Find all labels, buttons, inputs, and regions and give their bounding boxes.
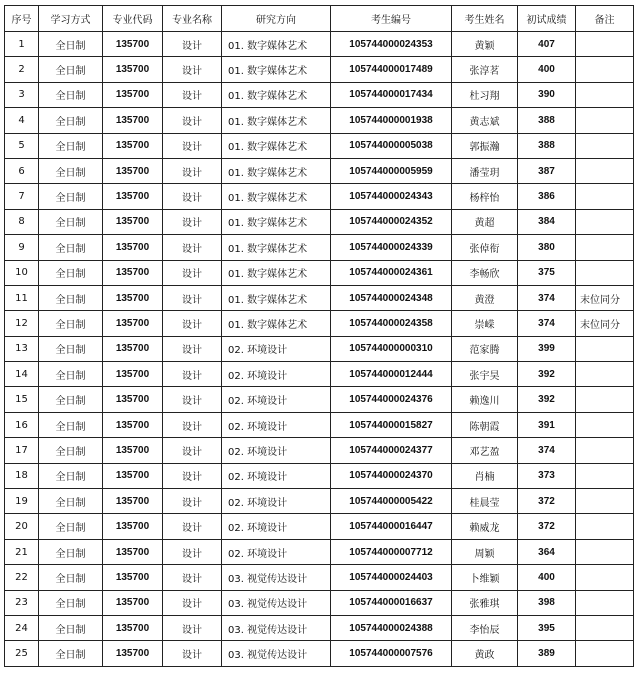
cell-candidate-name: 杜习翔 — [452, 82, 518, 107]
cell-research-direction: 02. 环境设计 — [222, 336, 331, 361]
header-candidate-name: 考生姓名 — [452, 6, 518, 32]
cell-candidate-name: 张淳茗 — [452, 57, 518, 82]
cell-candidate-name: 桂晨莹 — [452, 489, 518, 514]
cell-study-mode: 全日制 — [39, 463, 103, 488]
cell-research-direction: 01. 数字媒体艺术 — [222, 108, 331, 133]
cell-score: 391 — [518, 412, 576, 437]
header-note: 备注 — [576, 6, 634, 32]
cell-research-direction: 01. 数字媒体艺术 — [222, 133, 331, 158]
cell-candidate-name: 赖逸川 — [452, 387, 518, 412]
cell-score: 372 — [518, 514, 576, 539]
cell-note — [576, 260, 634, 285]
cell-major-name: 设计 — [163, 260, 222, 285]
cell-score: 380 — [518, 235, 576, 260]
table-row — [5, 565, 634, 590]
cell-research-direction: 01. 数字媒体艺术 — [222, 285, 331, 310]
cell-major-code: 135700 — [103, 133, 163, 158]
cell-study-mode: 全日制 — [39, 260, 103, 285]
cell-study-mode: 全日制 — [39, 82, 103, 107]
cell-research-direction: 01. 数字媒体艺术 — [222, 82, 331, 107]
cell-note — [576, 235, 634, 260]
table-body — [5, 32, 634, 667]
cell-candidate-id: 105744000007712 — [331, 539, 452, 564]
cell-candidate-id: 105744000017489 — [331, 57, 452, 82]
cell-major-code: 135700 — [103, 615, 163, 640]
cell-candidate-id: 105744000024339 — [331, 235, 452, 260]
cell-candidate-name: 李怡辰 — [452, 615, 518, 640]
cell-research-direction: 03. 视觉传达设计 — [222, 590, 331, 615]
header-major-name: 专业名称 — [163, 6, 222, 32]
cell-note — [576, 463, 634, 488]
cell-candidate-id: 105744000012444 — [331, 362, 452, 387]
cell-candidate-name: 崇嵘 — [452, 311, 518, 336]
cell-major-code: 135700 — [103, 285, 163, 310]
cell-research-direction: 01. 数字媒体艺术 — [222, 209, 331, 234]
cell-research-direction: 01. 数字媒体艺术 — [222, 158, 331, 183]
table-row — [5, 82, 634, 107]
cell-research-direction: 01. 数字媒体艺术 — [222, 57, 331, 82]
cell-score: 372 — [518, 489, 576, 514]
cell-no: 25 — [5, 641, 39, 666]
cell-research-direction: 03. 视觉传达设计 — [222, 565, 331, 590]
cell-note — [576, 362, 634, 387]
cell-research-direction: 01. 数字媒体艺术 — [222, 32, 331, 57]
cell-major-name: 设计 — [163, 590, 222, 615]
cell-score: 407 — [518, 32, 576, 57]
cell-candidate-id: 105744000024352 — [331, 209, 452, 234]
cell-score: 388 — [518, 108, 576, 133]
cell-score: 400 — [518, 57, 576, 82]
cell-major-name: 设计 — [163, 539, 222, 564]
table-row — [5, 387, 634, 412]
cell-candidate-id: 105744000016637 — [331, 590, 452, 615]
cell-study-mode: 全日制 — [39, 539, 103, 564]
cell-no: 10 — [5, 260, 39, 285]
cell-no: 9 — [5, 235, 39, 260]
cell-study-mode: 全日制 — [39, 412, 103, 437]
cell-research-direction: 03. 视觉传达设计 — [222, 641, 331, 666]
table-row — [5, 184, 634, 209]
cell-major-code: 135700 — [103, 438, 163, 463]
cell-no: 13 — [5, 336, 39, 361]
cell-study-mode: 全日制 — [39, 235, 103, 260]
cell-research-direction: 02. 环境设计 — [222, 438, 331, 463]
cell-candidate-id: 105744000024388 — [331, 615, 452, 640]
cell-score: 386 — [518, 184, 576, 209]
table-row — [5, 438, 634, 463]
cell-candidate-name: 张宇昊 — [452, 362, 518, 387]
table-row — [5, 514, 634, 539]
cell-major-name: 设计 — [163, 285, 222, 310]
cell-research-direction: 02. 环境设计 — [222, 463, 331, 488]
cell-score: 373 — [518, 463, 576, 488]
cell-candidate-name: 周颖 — [452, 539, 518, 564]
table-row — [5, 539, 634, 564]
table-row — [5, 489, 634, 514]
table-row — [5, 57, 634, 82]
cell-major-name: 设计 — [163, 615, 222, 640]
cell-no: 3 — [5, 82, 39, 107]
table-row — [5, 362, 634, 387]
table-row — [5, 133, 634, 158]
cell-note — [576, 57, 634, 82]
cell-score: 395 — [518, 615, 576, 640]
cell-major-name: 设计 — [163, 362, 222, 387]
cell-candidate-id: 105744000024370 — [331, 463, 452, 488]
cell-study-mode: 全日制 — [39, 615, 103, 640]
cell-major-name: 设计 — [163, 209, 222, 234]
cell-major-code: 135700 — [103, 108, 163, 133]
cell-score: 374 — [518, 311, 576, 336]
cell-major-code: 135700 — [103, 514, 163, 539]
table-row — [5, 285, 634, 310]
cell-study-mode: 全日制 — [39, 57, 103, 82]
cell-no: 8 — [5, 209, 39, 234]
cell-research-direction: 02. 环境设计 — [222, 362, 331, 387]
cell-candidate-id: 105744000024376 — [331, 387, 452, 412]
cell-major-code: 135700 — [103, 463, 163, 488]
cell-major-code: 135700 — [103, 184, 163, 209]
admission-table — [4, 5, 634, 667]
cell-candidate-id: 105744000005422 — [331, 489, 452, 514]
cell-major-code: 135700 — [103, 57, 163, 82]
cell-study-mode: 全日制 — [39, 133, 103, 158]
table-row — [5, 615, 634, 640]
cell-research-direction: 01. 数字媒体艺术 — [222, 184, 331, 209]
cell-candidate-id: 105744000005038 — [331, 133, 452, 158]
header-candidate-id: 考生编号 — [331, 6, 452, 32]
cell-candidate-name: 范家腾 — [452, 336, 518, 361]
cell-major-code: 135700 — [103, 362, 163, 387]
cell-study-mode: 全日制 — [39, 590, 103, 615]
cell-candidate-id: 105744000015827 — [331, 412, 452, 437]
cell-candidate-id: 105744000024353 — [331, 32, 452, 57]
cell-major-code: 135700 — [103, 489, 163, 514]
cell-candidate-id: 105744000017434 — [331, 82, 452, 107]
cell-study-mode: 全日制 — [39, 285, 103, 310]
cell-major-name: 设计 — [163, 108, 222, 133]
cell-no: 18 — [5, 463, 39, 488]
cell-candidate-name: 郭振瀚 — [452, 133, 518, 158]
cell-study-mode: 全日制 — [39, 158, 103, 183]
cell-no: 21 — [5, 539, 39, 564]
cell-no: 23 — [5, 590, 39, 615]
cell-candidate-id: 105744000024377 — [331, 438, 452, 463]
cell-score: 375 — [518, 260, 576, 285]
cell-candidate-name: 肖楠 — [452, 463, 518, 488]
cell-score: 389 — [518, 641, 576, 666]
header-score: 初试成绩 — [518, 6, 576, 32]
cell-major-code: 135700 — [103, 235, 163, 260]
cell-note — [576, 209, 634, 234]
cell-note — [576, 184, 634, 209]
cell-no: 16 — [5, 412, 39, 437]
cell-note — [576, 387, 634, 412]
cell-candidate-name: 黄志斌 — [452, 108, 518, 133]
cell-study-mode: 全日制 — [39, 438, 103, 463]
table-row — [5, 108, 634, 133]
cell-candidate-id: 105744000007576 — [331, 641, 452, 666]
cell-note — [576, 438, 634, 463]
cell-note — [576, 615, 634, 640]
cell-major-name: 设计 — [163, 32, 222, 57]
cell-no: 4 — [5, 108, 39, 133]
table-row — [5, 260, 634, 285]
cell-note — [576, 82, 634, 107]
cell-score: 364 — [518, 539, 576, 564]
cell-score: 384 — [518, 209, 576, 234]
cell-research-direction: 01. 数字媒体艺术 — [222, 260, 331, 285]
cell-research-direction: 01. 数字媒体艺术 — [222, 311, 331, 336]
cell-major-name: 设计 — [163, 438, 222, 463]
cell-candidate-name: 张雅琪 — [452, 590, 518, 615]
cell-major-name: 设计 — [163, 514, 222, 539]
cell-note: 末位同分 — [576, 311, 634, 336]
cell-candidate-name: 赖威龙 — [452, 514, 518, 539]
table-row — [5, 336, 634, 361]
cell-study-mode: 全日制 — [39, 387, 103, 412]
cell-no: 1 — [5, 32, 39, 57]
cell-candidate-name: 黄政 — [452, 641, 518, 666]
cell-major-name: 设计 — [163, 133, 222, 158]
cell-research-direction: 01. 数字媒体艺术 — [222, 235, 331, 260]
cell-note — [576, 108, 634, 133]
cell-study-mode: 全日制 — [39, 108, 103, 133]
cell-study-mode: 全日制 — [39, 336, 103, 361]
cell-candidate-id: 105744000024343 — [331, 184, 452, 209]
cell-note — [576, 514, 634, 539]
cell-score: 399 — [518, 336, 576, 361]
table-row — [5, 463, 634, 488]
header-major-code: 专业代码 — [103, 6, 163, 32]
cell-study-mode: 全日制 — [39, 641, 103, 666]
cell-research-direction: 02. 环境设计 — [222, 412, 331, 437]
header-row — [5, 6, 634, 32]
cell-no: 20 — [5, 514, 39, 539]
table-row — [5, 158, 634, 183]
cell-candidate-name: 卜维颖 — [452, 565, 518, 590]
cell-no: 19 — [5, 489, 39, 514]
cell-major-code: 135700 — [103, 590, 163, 615]
cell-score: 387 — [518, 158, 576, 183]
cell-no: 14 — [5, 362, 39, 387]
cell-candidate-name: 黄颖 — [452, 32, 518, 57]
cell-candidate-name: 陈朝霞 — [452, 412, 518, 437]
cell-study-mode: 全日制 — [39, 362, 103, 387]
cell-major-code: 135700 — [103, 336, 163, 361]
cell-research-direction: 03. 视觉传达设计 — [222, 615, 331, 640]
cell-study-mode: 全日制 — [39, 184, 103, 209]
cell-note — [576, 32, 634, 57]
cell-major-name: 设计 — [163, 184, 222, 209]
table-row — [5, 209, 634, 234]
cell-candidate-name: 杨梓怡 — [452, 184, 518, 209]
table-row — [5, 311, 634, 336]
cell-candidate-id: 105744000005959 — [331, 158, 452, 183]
cell-major-code: 135700 — [103, 539, 163, 564]
cell-score: 392 — [518, 362, 576, 387]
cell-major-name: 设计 — [163, 82, 222, 107]
cell-score: 388 — [518, 133, 576, 158]
cell-note — [576, 539, 634, 564]
cell-note — [576, 565, 634, 590]
cell-candidate-id: 105744000024358 — [331, 311, 452, 336]
cell-study-mode: 全日制 — [39, 565, 103, 590]
header-study-mode: 学习方式 — [39, 6, 103, 32]
cell-research-direction: 02. 环境设计 — [222, 387, 331, 412]
cell-score: 374 — [518, 438, 576, 463]
cell-no: 7 — [5, 184, 39, 209]
cell-candidate-name: 邓艺盈 — [452, 438, 518, 463]
cell-score: 400 — [518, 565, 576, 590]
cell-candidate-name: 黄超 — [452, 209, 518, 234]
cell-no: 11 — [5, 285, 39, 310]
table-row — [5, 32, 634, 57]
cell-score: 398 — [518, 590, 576, 615]
cell-major-name: 设计 — [163, 463, 222, 488]
cell-candidate-id: 105744000000310 — [331, 336, 452, 361]
cell-candidate-name: 潘莹玥 — [452, 158, 518, 183]
cell-major-code: 135700 — [103, 209, 163, 234]
cell-candidate-name: 黄澄 — [452, 285, 518, 310]
cell-major-name: 设计 — [163, 158, 222, 183]
cell-major-code: 135700 — [103, 412, 163, 437]
cell-research-direction: 02. 环境设计 — [222, 539, 331, 564]
cell-no: 2 — [5, 57, 39, 82]
cell-study-mode: 全日制 — [39, 311, 103, 336]
cell-note — [576, 641, 634, 666]
cell-no: 22 — [5, 565, 39, 590]
cell-research-direction: 02. 环境设计 — [222, 514, 331, 539]
cell-major-code: 135700 — [103, 82, 163, 107]
cell-score: 390 — [518, 82, 576, 107]
cell-major-name: 设计 — [163, 57, 222, 82]
cell-major-code: 135700 — [103, 260, 163, 285]
cell-major-code: 135700 — [103, 641, 163, 666]
cell-major-code: 135700 — [103, 311, 163, 336]
cell-major-name: 设计 — [163, 336, 222, 361]
table-row — [5, 641, 634, 666]
cell-major-name: 设计 — [163, 641, 222, 666]
header-research-direction: 研究方向 — [222, 6, 331, 32]
cell-no: 24 — [5, 615, 39, 640]
cell-no: 6 — [5, 158, 39, 183]
cell-major-code: 135700 — [103, 387, 163, 412]
cell-major-name: 设计 — [163, 311, 222, 336]
cell-note: 末位同分 — [576, 285, 634, 310]
table-row — [5, 412, 634, 437]
cell-major-name: 设计 — [163, 235, 222, 260]
cell-candidate-name: 李畅欣 — [452, 260, 518, 285]
cell-note — [576, 489, 634, 514]
cell-candidate-id: 105744000001938 — [331, 108, 452, 133]
table-row — [5, 590, 634, 615]
cell-candidate-id: 105744000024361 — [331, 260, 452, 285]
cell-note — [576, 412, 634, 437]
cell-score: 374 — [518, 285, 576, 310]
cell-no: 12 — [5, 311, 39, 336]
cell-candidate-id: 105744000024348 — [331, 285, 452, 310]
cell-note — [576, 336, 634, 361]
admission-list-sheet — [4, 5, 634, 667]
table-row — [5, 235, 634, 260]
cell-study-mode: 全日制 — [39, 32, 103, 57]
cell-score: 392 — [518, 387, 576, 412]
cell-candidate-id: 105744000016447 — [331, 514, 452, 539]
cell-no: 5 — [5, 133, 39, 158]
cell-note — [576, 590, 634, 615]
cell-major-code: 135700 — [103, 158, 163, 183]
cell-no: 17 — [5, 438, 39, 463]
cell-study-mode: 全日制 — [39, 489, 103, 514]
cell-major-code: 135700 — [103, 32, 163, 57]
cell-major-name: 设计 — [163, 387, 222, 412]
cell-major-code: 135700 — [103, 565, 163, 590]
cell-research-direction: 02. 环境设计 — [222, 489, 331, 514]
cell-no: 15 — [5, 387, 39, 412]
header-no: 序号 — [5, 6, 39, 32]
cell-note — [576, 133, 634, 158]
cell-note — [576, 158, 634, 183]
cell-major-name: 设计 — [163, 412, 222, 437]
cell-major-name: 设计 — [163, 489, 222, 514]
cell-major-name: 设计 — [163, 565, 222, 590]
cell-candidate-id: 105744000024403 — [331, 565, 452, 590]
cell-study-mode: 全日制 — [39, 209, 103, 234]
cell-candidate-name: 张倬衔 — [452, 235, 518, 260]
cell-study-mode: 全日制 — [39, 514, 103, 539]
